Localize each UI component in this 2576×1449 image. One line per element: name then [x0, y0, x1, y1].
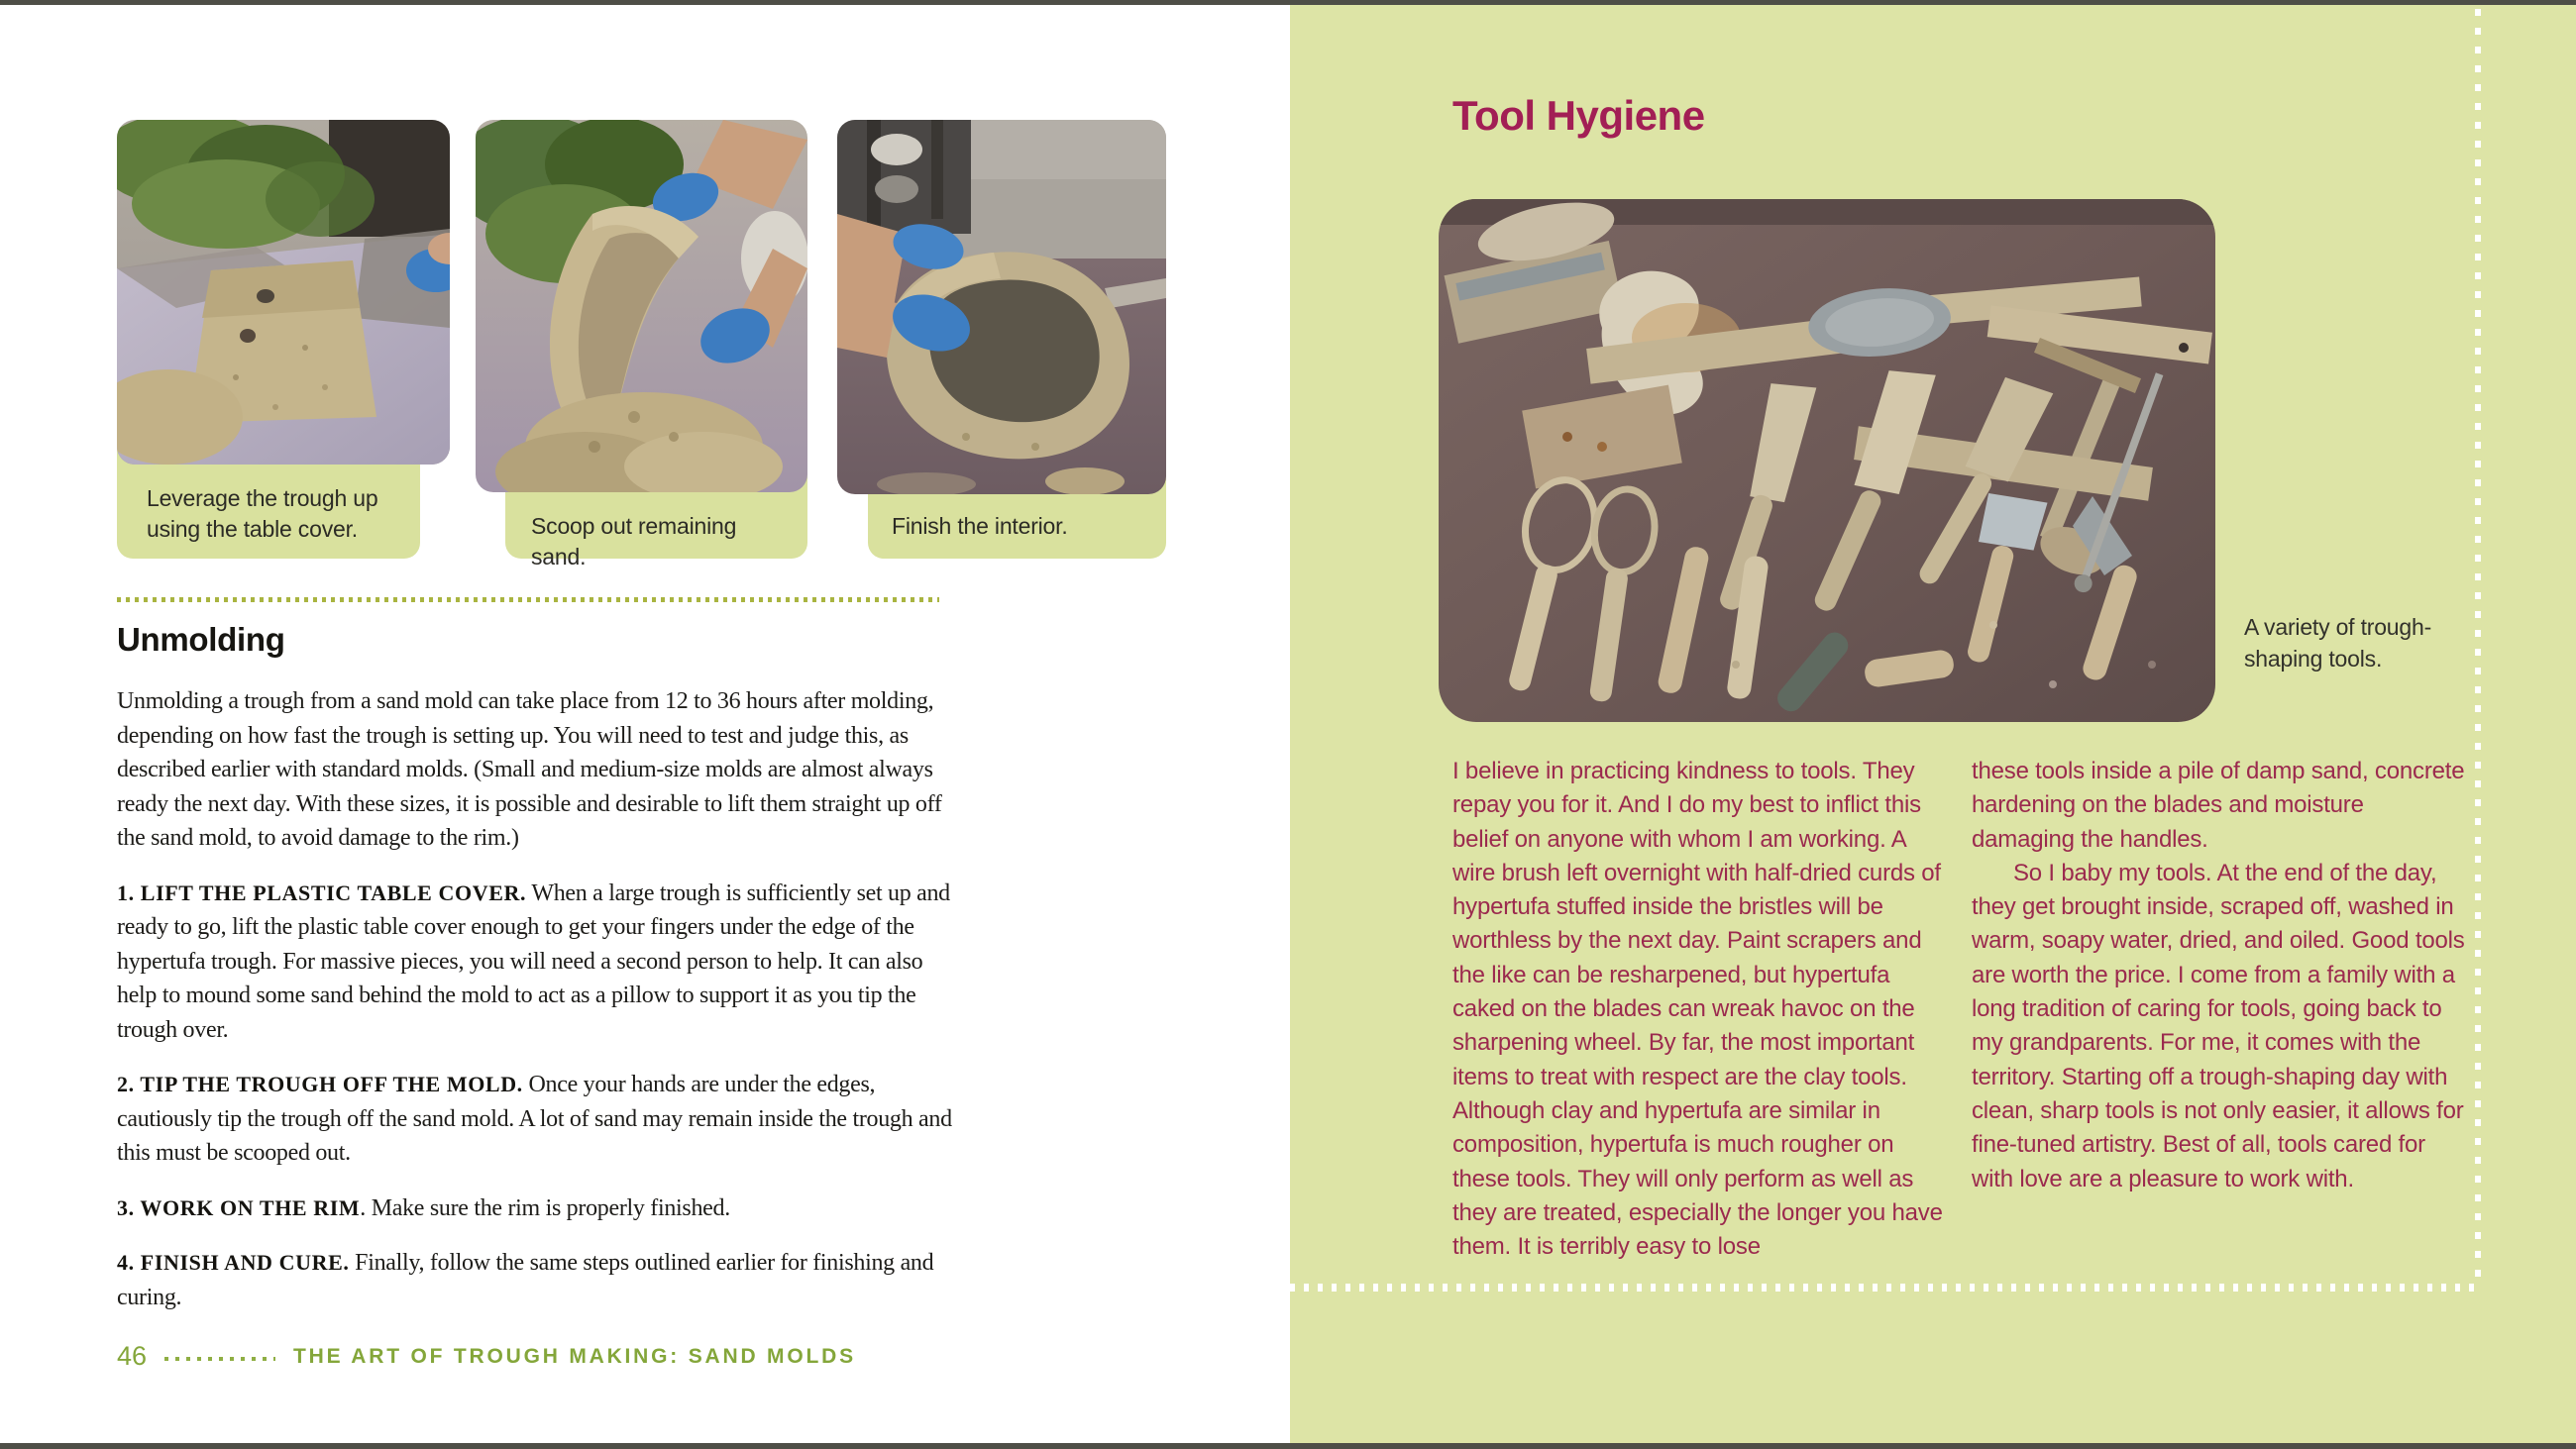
page-title: Tool Hygiene: [1452, 92, 1705, 139]
column-2-paragraph-1: these tools inside a pile of damp sand, concrete hardening on the blades and moisture damaging the handles.: [1972, 758, 2465, 853]
step-2-label: 2. TIP THE TROUGH OFF THE MOLD.: [117, 1072, 523, 1096]
page-number: 46: [117, 1341, 148, 1371]
photo-leverage-trough-image: [117, 120, 450, 465]
step-1-text: When a large trough is sufficiently set up and ready to go, lift the plastic table cover enough to get your fingers under the edge of the hypertufa trough. For massive pieces, you will need a second person to help. It can also help to mound some sand behind the mold to act as a pillow to support it as you tip the trough over.: [117, 880, 950, 1043]
step-1-label: 1. LIFT THE PLASTIC TABLE COVER.: [117, 880, 527, 905]
column-2-paragraph-2: So I baby my tools. At the end of the day, they get brought inside, scraped off, washed in warm, soapy water, dried, and oiled. Good tools are worth the price. I come from a family with a long tradition of caring for tools, going back to my grandparents. For me, it comes with the territory. Starting off a trough-shaping day with clean, sharp tools is not only easier, it allows for fine-tuned artistry. Best of all, tools cared for with love are a pleasure to work with.: [1972, 859, 2465, 1192]
tools-photo-caption: A variety of trough-shaping tools.: [2244, 614, 2432, 672]
step-4: [117, 1246, 954, 1314]
photo-scoop-sand-image: [476, 120, 807, 492]
dotted-border-vertical: [2475, 9, 2481, 1289]
section-heading: Unmolding: [117, 621, 285, 658]
column-1-paragraph: I believe in practicing kindness to tools. They repay you for it. And I do my best to inflict this belief on anyone with whom I am working. A wire brush left overnight with half-dried curds of hypertufa stuffed inside the bristles will be worthless by the next day. Paint scrapers and the like can be resharpened, but hypertufa caked on the blades can wreak havoc on the sharpening wheel. By far, the most important items to treat with respect are the clay tools. Although clay and hypertufa are similar in composition, hypertufa is much rougher on these tools. They will only perform as well as they are treated, especially the longer you have them. It is terribly easy to lose: [1452, 758, 1943, 1261]
step-4-label: 4. FINISH AND CURE.: [117, 1250, 350, 1275]
photo-trough-shaping-tools: [1439, 199, 2215, 722]
step-4-text: Finally, follow the same steps outlined earlier for finishing and curing.: [117, 1250, 934, 1310]
page-footer: [117, 1341, 856, 1372]
step-3: [117, 1191, 954, 1226]
photo-finish-interior-image: [837, 120, 1166, 494]
unmolding-section: [117, 621, 954, 1335]
footer-dotted-leader: [164, 1357, 275, 1361]
running-title: THE ART OF TROUGH MAKING: SAND MOLDS: [293, 1344, 856, 1368]
photo-scoop-sand: [476, 120, 807, 492]
text-column-1: [1452, 755, 1948, 1264]
step-3-text: . Make sure the rim is properly finished.: [360, 1194, 730, 1221]
photo-caption-1: Leverage the trough up using the table cover.: [147, 485, 378, 542]
step-3-label: 3. WORK ON THE RIM: [117, 1194, 361, 1220]
dotted-border-horizontal: [1290, 1284, 2479, 1292]
photo-trough-shaping-tools-image: [1439, 199, 2215, 722]
photo-caption-3: Finish the interior.: [892, 513, 1068, 539]
right-page: [1290, 5, 2576, 1443]
dotted-divider: [117, 597, 939, 602]
photo-caption-2: Scoop out remaining sand.: [531, 513, 737, 569]
photo-finish-interior: [837, 120, 1166, 494]
step-2-text: Once your hands are under the edges, cautiously tip the trough off the sand mold. A lot of sand may remain inside the trough and this must be scooped out.: [117, 1072, 952, 1166]
section-intro: Unmolding a trough from a sand mold can take place from 12 to 36 hours after molding, depending on how fast the trough is setting up. You will need to test and judge this, as described earlier with standard molds. (Small and medium-size molds are almost always ready the next day. With these sizes, it is possible and desirable to lift them straight up off the sand mold, to avoid damage to the rim.): [117, 688, 942, 851]
photo-leverage-trough: [117, 120, 450, 465]
step-1: [117, 877, 954, 1048]
debris: [1045, 467, 1125, 494]
left-page: [0, 5, 1290, 1443]
text-column-2: [1972, 755, 2472, 1196]
step-2: [117, 1068, 954, 1171]
trough-bowl: [887, 252, 1129, 459]
